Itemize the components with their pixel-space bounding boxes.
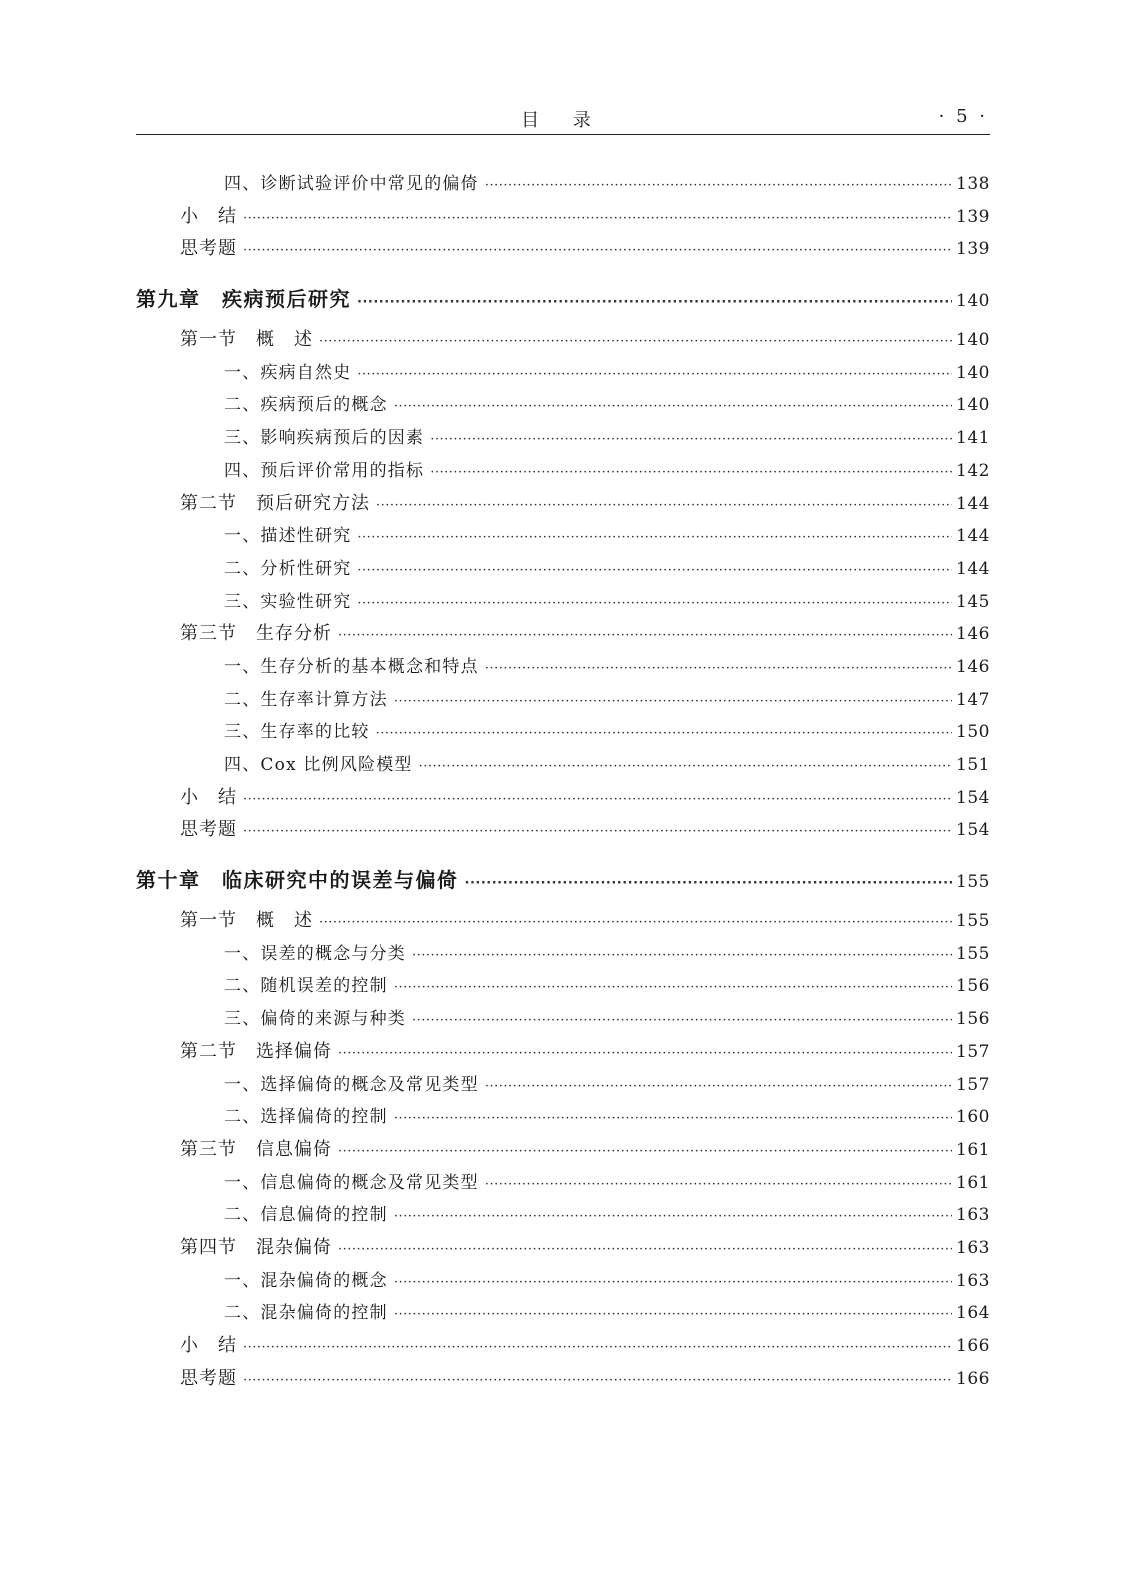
- toc-entry-section[interactable]: [136, 233, 990, 266]
- toc-entry-page-number: 166: [956, 1368, 990, 1389]
- toc-entry-title: 第四节 混杂偏倚: [180, 1236, 332, 1258]
- toc-entry-title: 思考题: [180, 238, 237, 260]
- dot-leader: [338, 1136, 952, 1169]
- dot-leader: [394, 1267, 952, 1300]
- toc-entry-item[interactable]: [136, 520, 990, 553]
- toc-entry-item[interactable]: [136, 1199, 990, 1232]
- dot-leader: [357, 588, 952, 621]
- toc-entry-title: 一、误差的概念与分类: [224, 943, 406, 964]
- toc-entry-page-number: 161: [956, 1172, 990, 1193]
- toc-entry-page-number: 155: [956, 872, 990, 893]
- dot-leader: [376, 490, 952, 523]
- dot-leader: [485, 653, 952, 686]
- toc-entry-title: 第三节 生存分析: [180, 623, 332, 645]
- toc-entry-title: 四、Cox 比例风险模型: [224, 755, 413, 775]
- toc-entry-page-number: 146: [956, 656, 990, 677]
- toc-entry-page-number: 140: [956, 395, 990, 416]
- header-page-number: · 5 ·: [938, 106, 988, 127]
- toc-entry-title: 第九章 疾病预后研究: [136, 287, 351, 312]
- toc-entry-page-number: 150: [956, 722, 990, 743]
- toc-entry-item[interactable]: [136, 357, 990, 390]
- toc-entry-title: 第二节 选择偏倚: [180, 1040, 332, 1062]
- toc-entry-page-number: 144: [956, 558, 990, 579]
- toc-entry-item[interactable]: [136, 455, 990, 488]
- toc-entry-section[interactable]: [136, 905, 990, 938]
- dot-leader: [430, 457, 952, 490]
- toc-entry-item[interactable]: [136, 684, 990, 717]
- toc-entry-page-number: 144: [956, 493, 990, 514]
- dot-leader: [412, 940, 952, 973]
- dot-leader: [394, 1299, 952, 1332]
- toc-entry-item[interactable]: [136, 651, 990, 684]
- toc-entry-title: 二、生存率计算方法: [224, 689, 388, 710]
- toc-entry-item[interactable]: [136, 1101, 990, 1134]
- toc-entry-page-number: 154: [956, 787, 990, 808]
- toc-entry-page-number: 157: [956, 1041, 990, 1062]
- dot-leader: [243, 235, 952, 268]
- toc-entry-item[interactable]: [136, 970, 990, 1003]
- running-header: [136, 104, 990, 135]
- dot-leader: [394, 972, 952, 1005]
- toc-entry-title: 二、分析性研究: [224, 558, 352, 579]
- toc-entry-title: 四、预后评价常用的指标: [224, 460, 425, 481]
- toc-entry-item[interactable]: [136, 168, 990, 201]
- dot-leader: [485, 170, 952, 203]
- dot-leader: [243, 203, 952, 236]
- dot-leader: [243, 784, 952, 817]
- toc-entry-chapter[interactable]: [136, 274, 990, 324]
- toc-entry-section[interactable]: [136, 1330, 990, 1363]
- toc-entry-item[interactable]: [136, 586, 990, 619]
- toc-entry-page-number: 138: [956, 174, 990, 194]
- toc-entry-title: 小 结: [180, 786, 237, 808]
- toc-entry-chapter[interactable]: [136, 855, 990, 905]
- dot-leader: [465, 859, 953, 909]
- dot-leader: [394, 1103, 952, 1136]
- toc-entry-item[interactable]: [136, 716, 990, 749]
- toc-entry-page-number: 141: [956, 428, 990, 449]
- toc-entry-section[interactable]: [136, 814, 990, 847]
- toc-entry-title: 一、选择偏倚的概念及常见类型: [224, 1074, 479, 1095]
- toc-entry-item[interactable]: [136, 389, 990, 422]
- toc-entry-page-number: 142: [956, 460, 990, 481]
- toc-entry-item[interactable]: [136, 1003, 990, 1036]
- dot-leader: [394, 1201, 952, 1234]
- toc-entry-page-number: 140: [956, 362, 990, 383]
- toc-entry-page-number: 146: [956, 624, 990, 645]
- toc-entry-page-number: 154: [956, 820, 990, 841]
- dot-leader: [338, 1234, 952, 1267]
- toc-entry-page-number: 163: [956, 1270, 990, 1291]
- header-title: 目 录: [521, 110, 605, 131]
- toc-entry-title: 第一节 概 述: [180, 910, 313, 932]
- dot-leader: [243, 1365, 952, 1398]
- toc-entry-title: 一、信息偏倚的概念及常见类型: [224, 1172, 479, 1193]
- toc-entry-title: 三、偏倚的来源与种类: [224, 1009, 406, 1030]
- dot-leader: [338, 1038, 952, 1071]
- dot-leader: [394, 686, 952, 719]
- toc-entry-section[interactable]: [136, 1134, 990, 1167]
- table-of-contents: [136, 168, 990, 1395]
- toc-entry-title: 一、生存分析的基本概念和特点: [224, 656, 479, 677]
- toc-entry-page-number: 157: [956, 1074, 990, 1095]
- toc-entry-page-number: 144: [956, 526, 990, 547]
- toc-entry-title: 思考题: [180, 819, 237, 841]
- toc-entry-page-number: 156: [956, 1009, 990, 1030]
- toc-entry-title: 一、混杂偏倚的概念: [224, 1270, 388, 1291]
- dot-leader: [412, 1005, 952, 1038]
- toc-entry-section[interactable]: [136, 618, 990, 651]
- toc-entry-title: 一、描述性研究: [224, 526, 352, 547]
- toc-entry-section[interactable]: [136, 201, 990, 234]
- dot-leader: [357, 522, 952, 555]
- toc-entry-section[interactable]: [136, 1036, 990, 1069]
- toc-entry-item[interactable]: [136, 1297, 990, 1330]
- toc-entry-page-number: 161: [956, 1139, 990, 1160]
- toc-entry-title: 第三节 信息偏倚: [180, 1138, 332, 1160]
- toc-entry-title: 小 结: [180, 1335, 237, 1356]
- toc-entry-section[interactable]: [136, 488, 990, 521]
- toc-entry-page-number: 164: [956, 1303, 990, 1324]
- toc-entry-title: 四、诊断试验评价中常见的偏倚: [224, 174, 479, 194]
- toc-entry-page-number: 163: [956, 1237, 990, 1258]
- toc-entry-item[interactable]: [136, 1167, 990, 1200]
- toc-entry-title: 小 结: [180, 205, 237, 227]
- dot-leader: [394, 391, 952, 424]
- toc-entry-item[interactable]: [136, 938, 990, 971]
- toc-entry-page-number: 139: [956, 206, 990, 227]
- dot-leader: [485, 1071, 952, 1104]
- toc-entry-page-number: 151: [956, 755, 990, 775]
- toc-entry-page-number: 163: [956, 1205, 990, 1226]
- dot-leader: [357, 278, 952, 328]
- toc-entry-title: 第十章 临床研究中的误差与偏倚: [136, 868, 459, 893]
- toc-entry-title: 二、疾病预后的概念: [224, 395, 388, 416]
- toc-entry-item[interactable]: [136, 1265, 990, 1298]
- toc-entry-page-number: 160: [956, 1107, 990, 1128]
- toc-entry-page-number: 140: [956, 291, 990, 312]
- toc-entry-page-number: 156: [956, 976, 990, 997]
- toc-entry-item[interactable]: [136, 1069, 990, 1102]
- toc-entry-item[interactable]: [136, 422, 990, 455]
- dot-leader: [430, 424, 952, 457]
- toc-entry-title: 三、生存率的比较: [224, 722, 370, 743]
- toc-entry-item[interactable]: [136, 553, 990, 586]
- dot-leader: [319, 326, 952, 359]
- toc-entry-section[interactable]: [136, 1363, 990, 1396]
- dot-leader: [485, 1169, 952, 1202]
- toc-entry-title: 三、影响疾病预后的因素: [224, 428, 425, 449]
- toc-entry-page-number: 140: [956, 330, 990, 351]
- dot-leader: [419, 751, 952, 784]
- toc-entry-page-number: 155: [956, 911, 990, 932]
- toc-entry-title: 二、选择偏倚的控制: [224, 1107, 388, 1128]
- toc-entry-title: 三、实验性研究: [224, 591, 352, 612]
- dot-leader: [338, 620, 952, 653]
- toc-entry-section[interactable]: [136, 782, 990, 815]
- toc-entry-title: 二、随机误差的控制: [224, 976, 388, 997]
- dot-leader: [376, 718, 952, 751]
- dot-leader: [319, 907, 952, 940]
- toc-entry-title: 一、疾病自然史: [224, 362, 352, 383]
- toc-entry-item[interactable]: [136, 749, 990, 782]
- dot-leader: [357, 359, 952, 392]
- dot-leader: [243, 1332, 952, 1365]
- dot-leader: [243, 816, 952, 849]
- toc-entry-title: 第二节 预后研究方法: [180, 492, 370, 514]
- toc-entry-page-number: 155: [956, 943, 990, 964]
- toc-entry-page-number: 166: [956, 1336, 990, 1356]
- toc-entry-title: 二、混杂偏倚的控制: [224, 1303, 388, 1324]
- toc-entry-page-number: 147: [956, 689, 990, 710]
- toc-entry-title: 思考题: [180, 1367, 237, 1389]
- toc-entry-section[interactable]: [136, 1232, 990, 1265]
- toc-entry-page-number: 145: [956, 591, 990, 612]
- toc-entry-title: 二、信息偏倚的控制: [224, 1205, 388, 1226]
- dot-leader: [357, 555, 952, 588]
- toc-entry-page-number: 139: [956, 239, 990, 260]
- toc-entry-title: 第一节 概 述: [180, 329, 313, 351]
- toc-entry-section[interactable]: [136, 324, 990, 357]
